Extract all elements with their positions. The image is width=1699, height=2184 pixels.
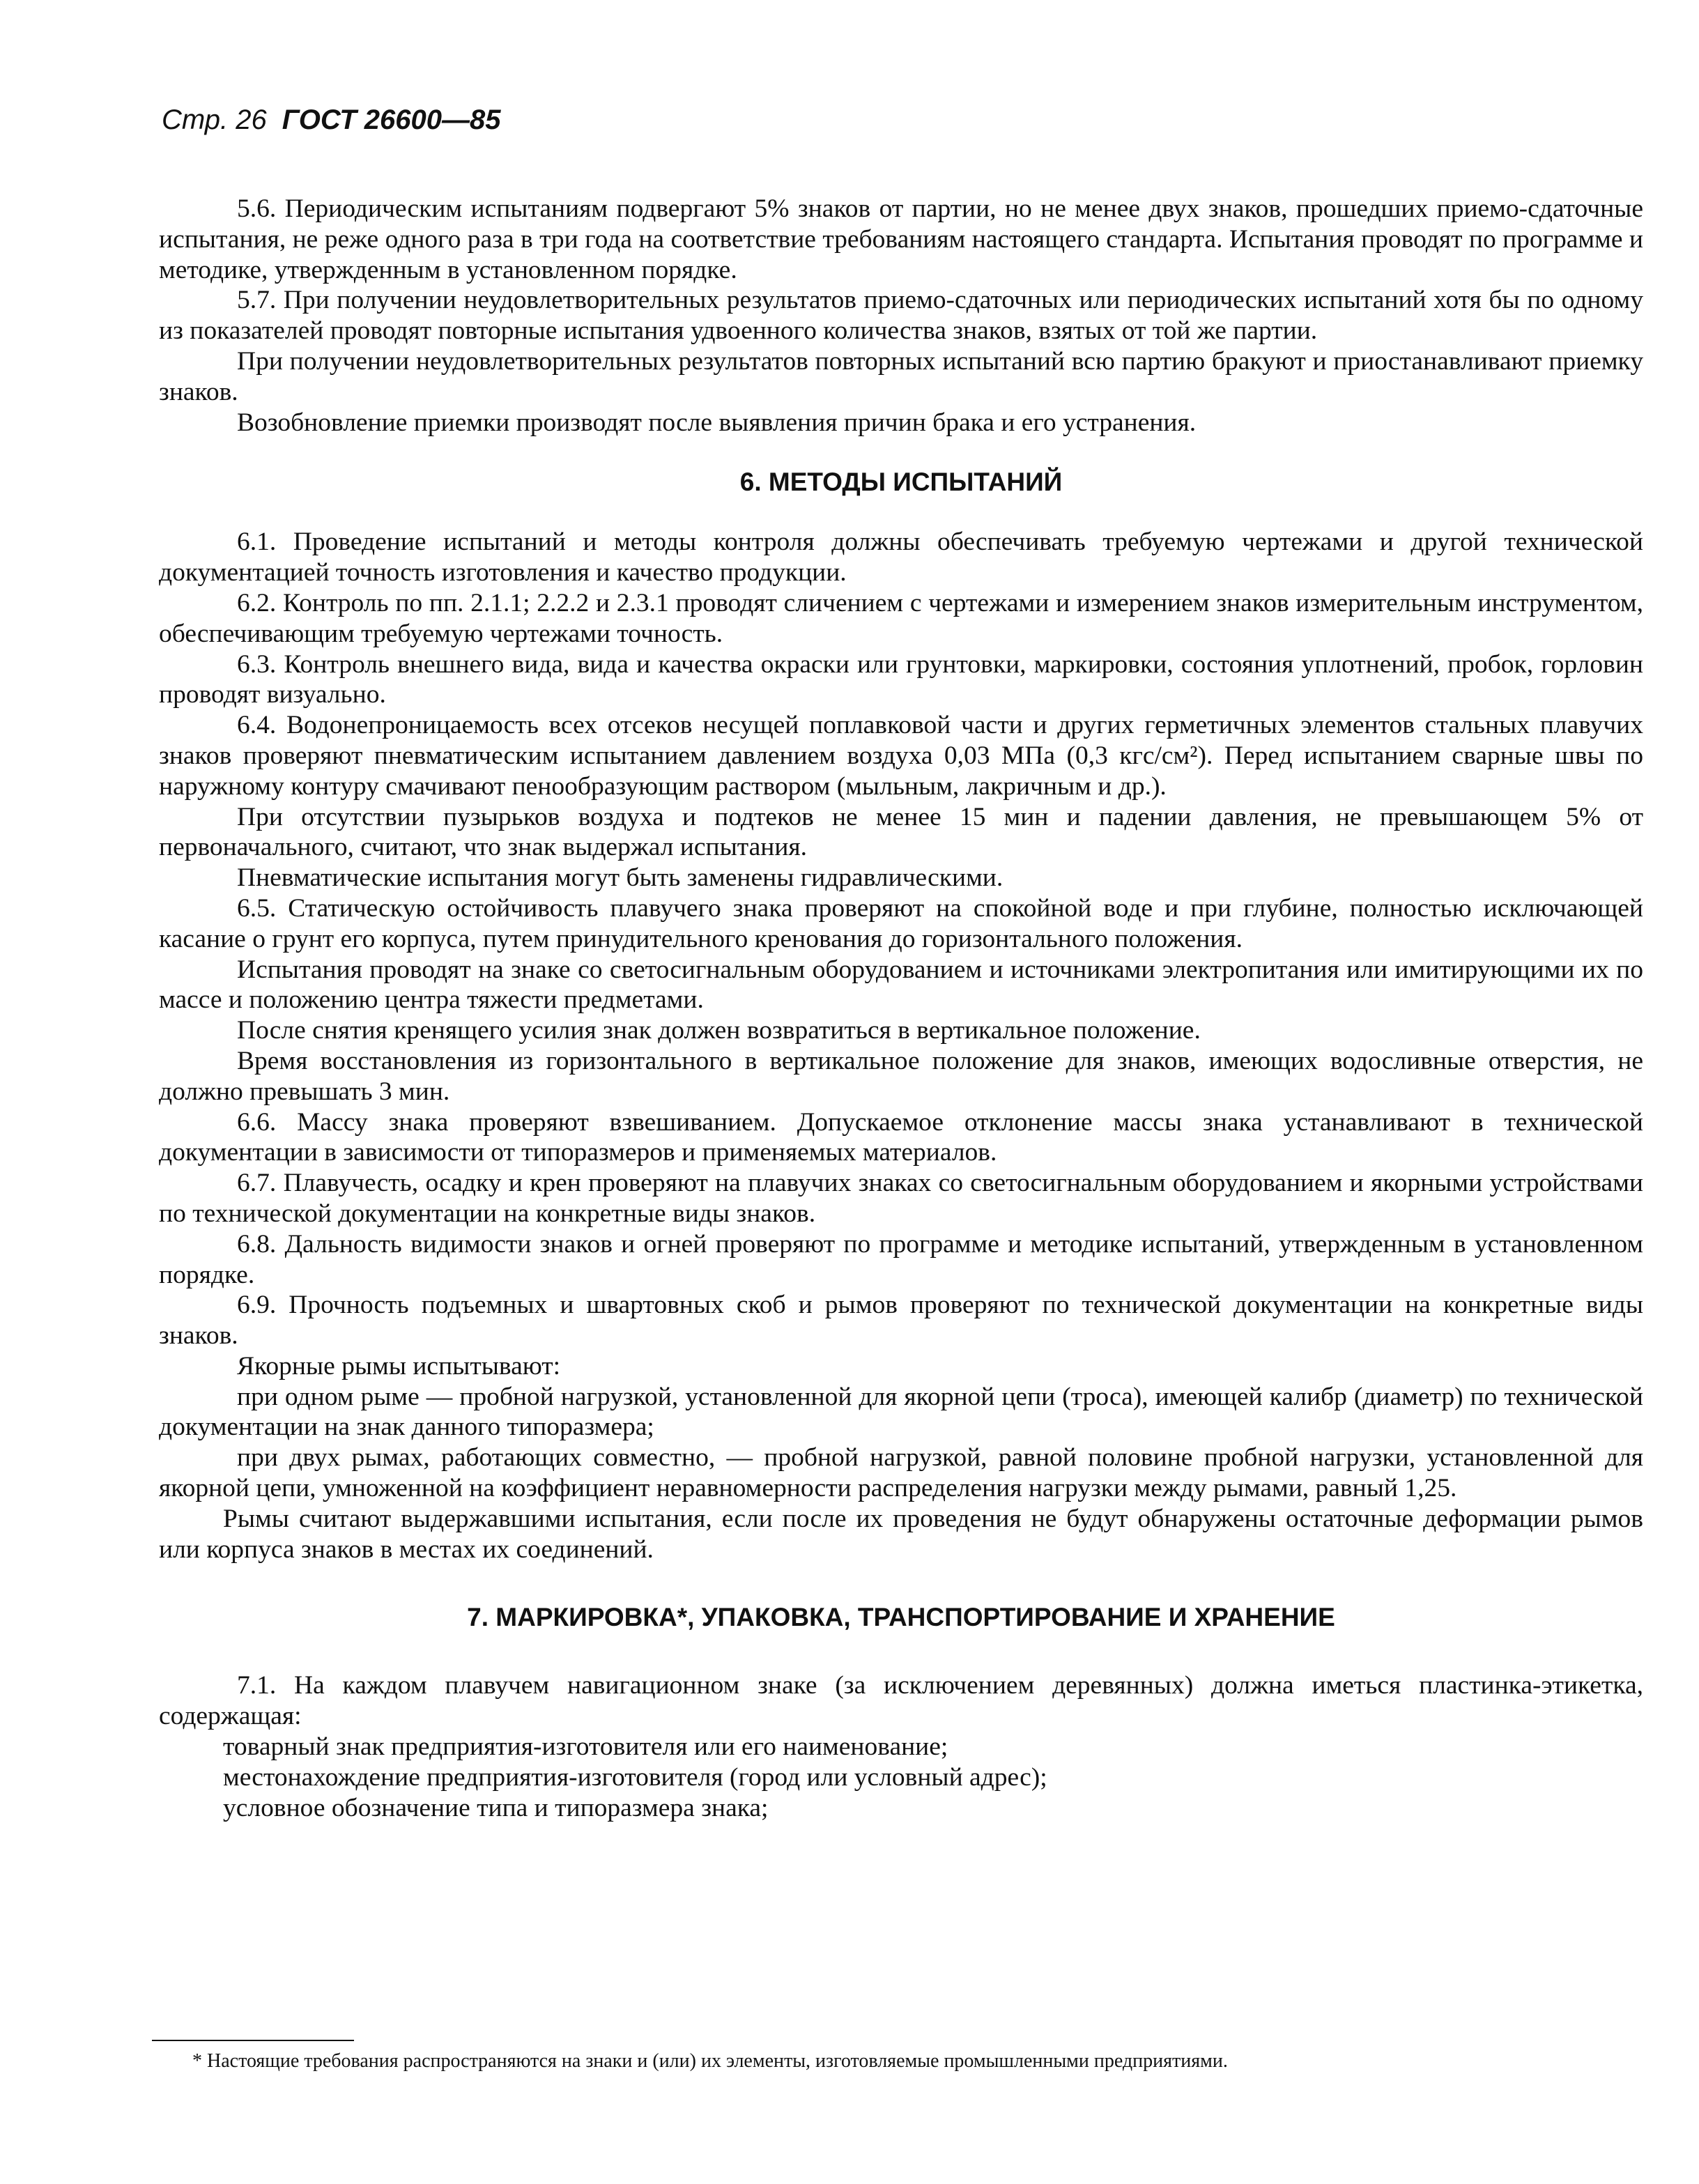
paragraph: Испытания проводят на знаке со светосигнальным оборудованием и источниками электропитания или имитирующими их по массе и положению центра тяжести предметами. [159,955,1643,1015]
paragraph-6-4: 6.4. Водонепроницаемость всех отсеков несущей поплавковой части и других герметичных элементов стальных плавучих знаков проверяют пневматическим испытанием давлением воздуха 0,03 МПа (0,3 кгс/см²). Перед испытанием сварные швы по наружному контуру смачивают пенообразующим раствором (мыльным, лакричным и др.). [159,711,1643,801]
paragraph: После снятия кренящего усилия знак должен возвратиться в вертикальное положение. [237,1016,1201,1045]
paragraph-5-7: 5.7. При получении неудовлетворительных результатов приемо-сдаточных или периодических испытаний хотя бы по одному из показателей проводят повторные испытания удвоенного количества знаков, взятых от той же партии. [159,286,1643,346]
list-item: при одном рыме — пробной нагрузкой, установленной для якорной цепи (троса), имеющей калибр (диаметр) по технической документации на знак данного типоразмера; [159,1382,1643,1442]
list-item: местонахождение предприятия-изготовителя (город или условный адрес); [223,1762,1047,1792]
list-item: товарный знак предприятия-изготовителя или его наименование; [223,1732,948,1762]
paragraph-6-8: 6.8. Дальность видимости знаков и огней проверяют по программе и методике испытаний, утвержденным в установленном порядке. [159,1229,1643,1289]
paragraph: Якорные рымы испытывают: [237,1351,561,1381]
paragraph: Рымы считают выдержавшими испытания, если после их проведения не будут обнаружены остаточные деформации рымов или корпуса знаков в местах их соединений. [159,1504,1643,1564]
list-item: при двух рымах, работающих совместно, — пробной нагрузкой, равной половине пробной нагрузки, установленной для якорной цепи, умноженной на коэффициент неравномерности распределения нагрузки между рымами, равный 1,25. [159,1443,1643,1503]
paragraph-7-1: 7.1. На каждом плавучем навигационном знаке (за исключением деревянных) должна иметься пластинка-этикетка, содержащая: [159,1671,1643,1731]
paragraph: Пневматические испытания могут быть заменены гидравлическими. [237,863,1004,893]
page-header [162,105,501,136]
paragraph-6-5: 6.5. Статическую остойчивость плавучего знака проверяют на спокойной воде и при глубине, полностью исключающей касание о грунт его корпуса, путем принудительного кренования до горизонтального положения. [159,893,1643,953]
footnote: * Настоящие требования распространяются на знаки и (или) их элементы, изготовляемые промышленными предприятиями. [192,2050,1228,2072]
paragraph-6-7: 6.7. Плавучесть, осадку и крен проверяют на плавучих знаках со светосигнальным оборудованием и якорными устройствами по технической документации на конкретные виды знаков. [159,1169,1643,1228]
paragraph-6-6: 6.6. Массу знака проверяют взвешиванием. Допускаемое отклонение массы знака устанавливают в технической документации в зависимости от типоразмеров и применяемых материалов. [159,1107,1643,1167]
section-6-heading: 6. МЕТОДЫ ИСПЫТАНИЙ [739,468,1063,497]
paragraph: При отсутствии пузырьков воздуха и подтеков не менее 15 мин и падении давления, не превышающем 5% от первоначального, считают, что знак выдержал испытания. [159,802,1643,862]
paragraph: Возобновление приемки производят после выявления причин брака и его устранения. [237,408,1197,437]
page-number: Стр. 26 [162,105,267,135]
document-body [159,194,1643,1823]
paragraph-6-9: 6.9. Прочность подъемных и швартовных скоб и рымов проверяют по технической документации на конкретные виды знаков. [159,1291,1643,1351]
paragraph-6-2: 6.2. Контроль по пп. 2.1.1; 2.2.2 и 2.3.1 проводят сличением с чертежами и измерением знаков измерительным инструментом, обеспечивающим требуемую чертежами точность. [159,588,1643,648]
paragraph-5-6: 5.6. Периодическим испытаниям подвергают 5% знаков от партии, но не менее двух знаков, прошедших приемо-сдаточные испытания, не реже одного раза в три года на соответствие требованиям настоящего стандарта. Испытания проводят по программе и методике, утвержденным в установленном порядке. [159,194,1643,284]
paragraph-6-3: 6.3. Контроль внешнего вида, вида и качества окраски или грунтовки, маркировки, состояния уплотнений, пробок, горловин проводят визуально. [159,649,1643,709]
paragraph: При получении неудовлетворительных результатов повторных испытаний всю партию бракуют и приостанавливают приемку знаков. [159,346,1643,406]
standard-number: ГОСТ 26600—85 [282,105,501,135]
footnote-divider [152,2040,354,2041]
list-item: условное обозначение типа и типоразмера знака; [223,1793,769,1822]
paragraph: Время восстановления из горизонтального в вертикальное положение для знаков, имеющих водосливные отверстия, не должно превышать 3 мин. [159,1046,1643,1106]
section-7-heading: 7. МАРКИРОВКА*, УПАКОВКА, ТРАНСПОРТИРОВАНИЕ И ХРАНЕНИЕ [467,1603,1335,1632]
paragraph-6-1: 6.1. Проведение испытаний и методы контроля должны обеспечивать требуемую чертежами и другой технической документацией точность изготовления и качество продукции. [159,528,1643,587]
